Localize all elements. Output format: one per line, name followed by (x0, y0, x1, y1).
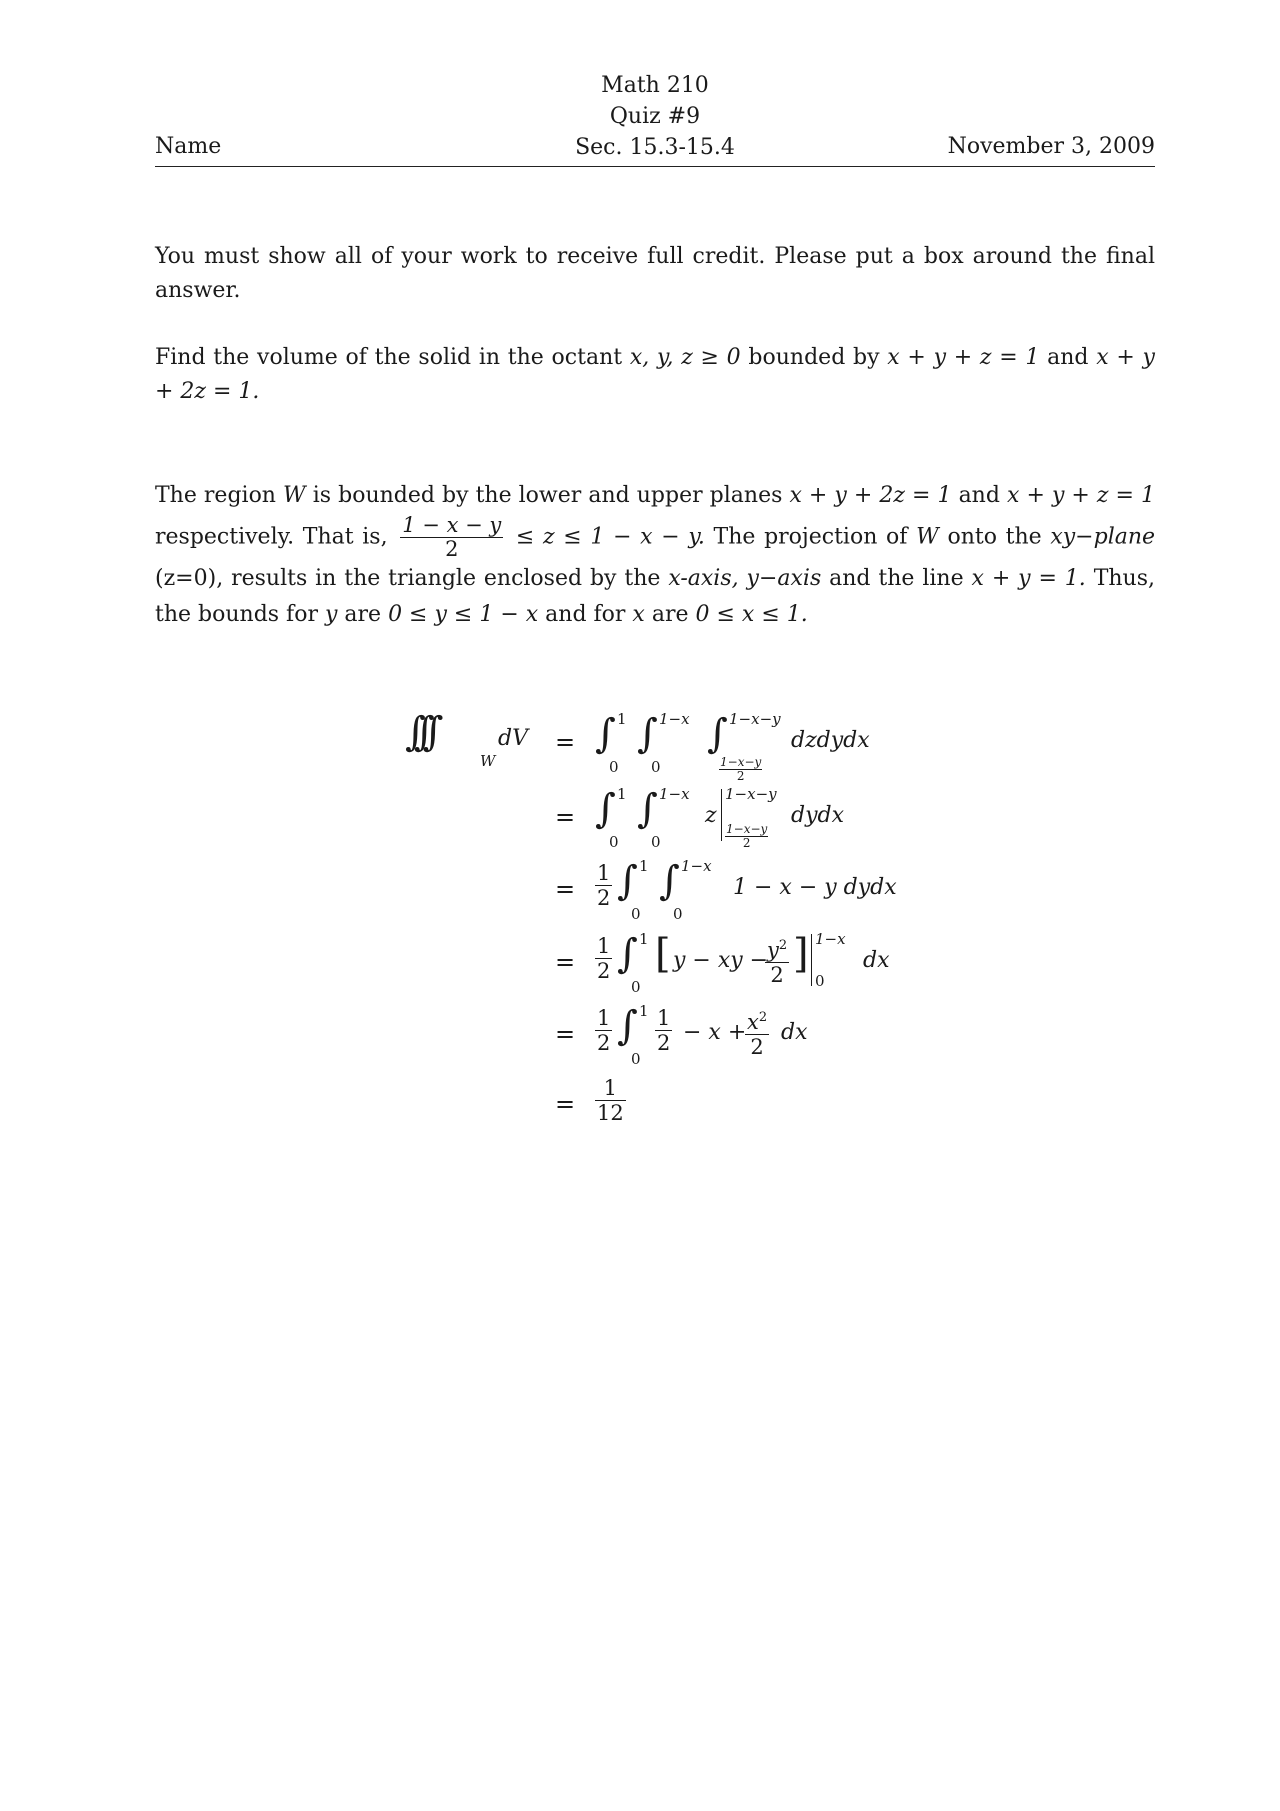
x-upper-3: 1 (639, 857, 649, 875)
eval-bar (721, 789, 722, 841)
z-lower-bound-fraction (400, 514, 503, 561)
x-upper-4: 1 (639, 930, 649, 948)
half-den-4: 2 (597, 959, 611, 983)
quiz-date: November 3, 2009 (947, 134, 1155, 159)
sol-s3: respectively. That is, (155, 524, 388, 550)
equals-2: = (555, 803, 576, 831)
derivation-row-4 (400, 920, 1100, 996)
x-lower-5: 0 (631, 1050, 641, 1068)
dv: dV (498, 726, 528, 751)
z-inequality: ≤ z ≤ 1 − x − y. (515, 524, 705, 550)
half-term-num: 1 (657, 1006, 671, 1030)
quiz-header (155, 70, 1155, 170)
sol-s7: and the line (829, 566, 964, 591)
eval-lower (725, 823, 768, 850)
x-lower-4: 0 (631, 978, 641, 996)
problem-statement (155, 341, 1155, 409)
instructions: You must show all of your work to receive full credit. Please put a box around the final answer. (155, 244, 1155, 303)
integral-x-4: ∫ (617, 931, 638, 977)
z-upper: 1−x−y (729, 710, 781, 728)
y-upper-2: 1−x (659, 785, 690, 803)
integrand-3: 1 − x − y dydx (733, 875, 897, 900)
solution-text (155, 478, 1155, 633)
header-rule (155, 166, 1155, 167)
dydx: dydx (791, 803, 845, 828)
minus-x-plus: − x + (683, 1020, 747, 1045)
y-lower-2: 0 (651, 833, 661, 851)
problem-and: and (1047, 345, 1089, 370)
eval-bar-4 (811, 934, 812, 986)
equals-3: = (555, 875, 576, 903)
xy-plane: xy−plane (1050, 524, 1156, 550)
integral-x-2: ∫ (595, 786, 616, 832)
half-factor-5 (595, 1006, 612, 1055)
final-answer (595, 1076, 626, 1125)
antiderivative: y − xy − (673, 948, 769, 973)
sol-s5: onto the (947, 524, 1042, 550)
equals-1: = (555, 728, 576, 756)
problem-text-a: Find the volume of the solid in the octant (155, 345, 623, 370)
derivation-row-6 (400, 1062, 1100, 1132)
region-w: W (283, 483, 306, 508)
integral-x-5: ∫ (617, 1003, 638, 1049)
var-x: x (632, 602, 645, 627)
integral-x-3: ∫ (617, 858, 638, 904)
row-6-rhs (595, 1062, 1095, 1132)
var-y: y (324, 602, 338, 627)
y-lower: 0 (651, 758, 661, 776)
half-num: 1 (597, 861, 611, 885)
half-den: 2 (597, 886, 611, 910)
course-title: Math 210 (601, 73, 709, 98)
x-bounds: 0 ≤ x ≤ 1. (695, 602, 808, 627)
sol-s9: are (344, 602, 382, 627)
left-bracket: [ (655, 931, 671, 977)
integral-x: ∫ (595, 711, 616, 757)
x-axis: x-axis, (668, 566, 739, 591)
derivation-row-5 (400, 992, 1100, 1068)
name-label: Name (155, 134, 222, 159)
sol-s4: The projection of (713, 524, 908, 550)
sol-s10: and for (545, 602, 626, 627)
half-num-4: 1 (597, 934, 611, 958)
eval-upper: 1−x−y (725, 785, 777, 803)
sol-s1: The region (155, 483, 276, 508)
eval-upper-4: 1−x (815, 930, 846, 948)
x-squared: $x^2$ (747, 1010, 768, 1034)
x-lower-3: 0 (631, 905, 641, 923)
frac-denominator: 2 (400, 537, 503, 561)
half-term-den: 2 (657, 1031, 671, 1055)
integral-y: ∫ (637, 711, 658, 757)
integral-z: ∫ (707, 711, 728, 757)
final-num: 1 (603, 1076, 618, 1100)
octant-condition: x, y, z ≥ 0 (629, 345, 741, 370)
row-2-rhs (595, 775, 1095, 851)
equals-6: = (555, 1090, 576, 1118)
x-squared-half (745, 1006, 769, 1059)
half-num-5: 1 (597, 1006, 611, 1030)
row-3-rhs (595, 847, 1095, 923)
derivation-row-2 (400, 775, 1100, 851)
eval-lower-num: 1−x−y (726, 822, 768, 836)
y-upper: 1−x (659, 710, 690, 728)
half-factor (595, 861, 612, 910)
lower-plane: x + y + 2z = 1 (789, 483, 952, 508)
problem-text-b: bounded by (748, 345, 880, 370)
x-upper-5: 1 (639, 1002, 649, 1020)
integral-y-3: ∫ (659, 858, 680, 904)
integral-y-2: ∫ (637, 786, 658, 832)
eval-lower-4: 0 (815, 972, 825, 990)
y-squared: $y^2$ (767, 938, 788, 962)
dzdydx: dzdydx (791, 728, 870, 753)
row-1-rhs (595, 700, 1095, 783)
z-lower-den: 2 (719, 769, 762, 783)
z-eval: z (705, 803, 717, 828)
equals-5: = (555, 1020, 576, 1048)
region-subscript: W (480, 752, 496, 770)
x-upper-2: 1 (617, 785, 627, 803)
triple-integral-lhs (400, 700, 550, 770)
section-range: Sec. 15.3-15.4 (575, 135, 735, 160)
y-axis: y−axis (746, 566, 822, 591)
row-5-rhs (595, 992, 1095, 1068)
region-w-2: W (916, 524, 939, 550)
row-4-rhs (595, 920, 1095, 996)
y-upper-3: 1−x (681, 857, 712, 875)
triple-integral-sign: ∫∫∫ (405, 709, 432, 755)
dx-5: dx (781, 1020, 808, 1045)
x-lower-2: 0 (609, 833, 619, 851)
x-lower: 0 (609, 758, 619, 776)
volume-derivation (400, 700, 1100, 1140)
plane-1: x + y + z = 1 (887, 345, 1040, 370)
sol-s2: is bounded by the lower and upper planes (312, 483, 783, 508)
y-squared-den: 2 (765, 962, 789, 987)
sol-s11: are (651, 602, 689, 627)
derivation-row-3 (400, 847, 1100, 923)
frac-numerator: 1 − x − y (402, 513, 502, 537)
dx-4: dx (863, 948, 890, 973)
y-lower-3: 0 (673, 905, 683, 923)
right-bracket: ] (793, 931, 809, 977)
quiz-number: Quiz #9 (609, 104, 701, 129)
eval-lower-den: 2 (725, 836, 768, 850)
sol-and: and (958, 483, 1000, 508)
plane-2: x + y + 2z = 1. (155, 345, 1155, 404)
y-bounds: 0 ≤ y ≤ 1 − x (388, 602, 539, 627)
y-squared-half (765, 934, 789, 987)
derivation-row-1 (400, 700, 1100, 783)
half-den-5: 2 (597, 1031, 611, 1055)
boundary-line: x + y = 1. (971, 566, 1086, 591)
upper-plane: x + y + z = 1 (1007, 483, 1156, 508)
equals-4: = (555, 948, 576, 976)
sol-s6: (z=0), results in the triangle enclosed by the (155, 566, 661, 591)
final-den: 12 (597, 1101, 624, 1125)
x-upper: 1 (617, 710, 627, 728)
x-squared-den: 2 (745, 1034, 769, 1059)
z-lower-num: 1−x−y (720, 755, 762, 769)
half-term (655, 1006, 672, 1055)
half-factor-4 (595, 934, 612, 983)
sol-s8: Thus, the bounds for (155, 566, 1156, 627)
